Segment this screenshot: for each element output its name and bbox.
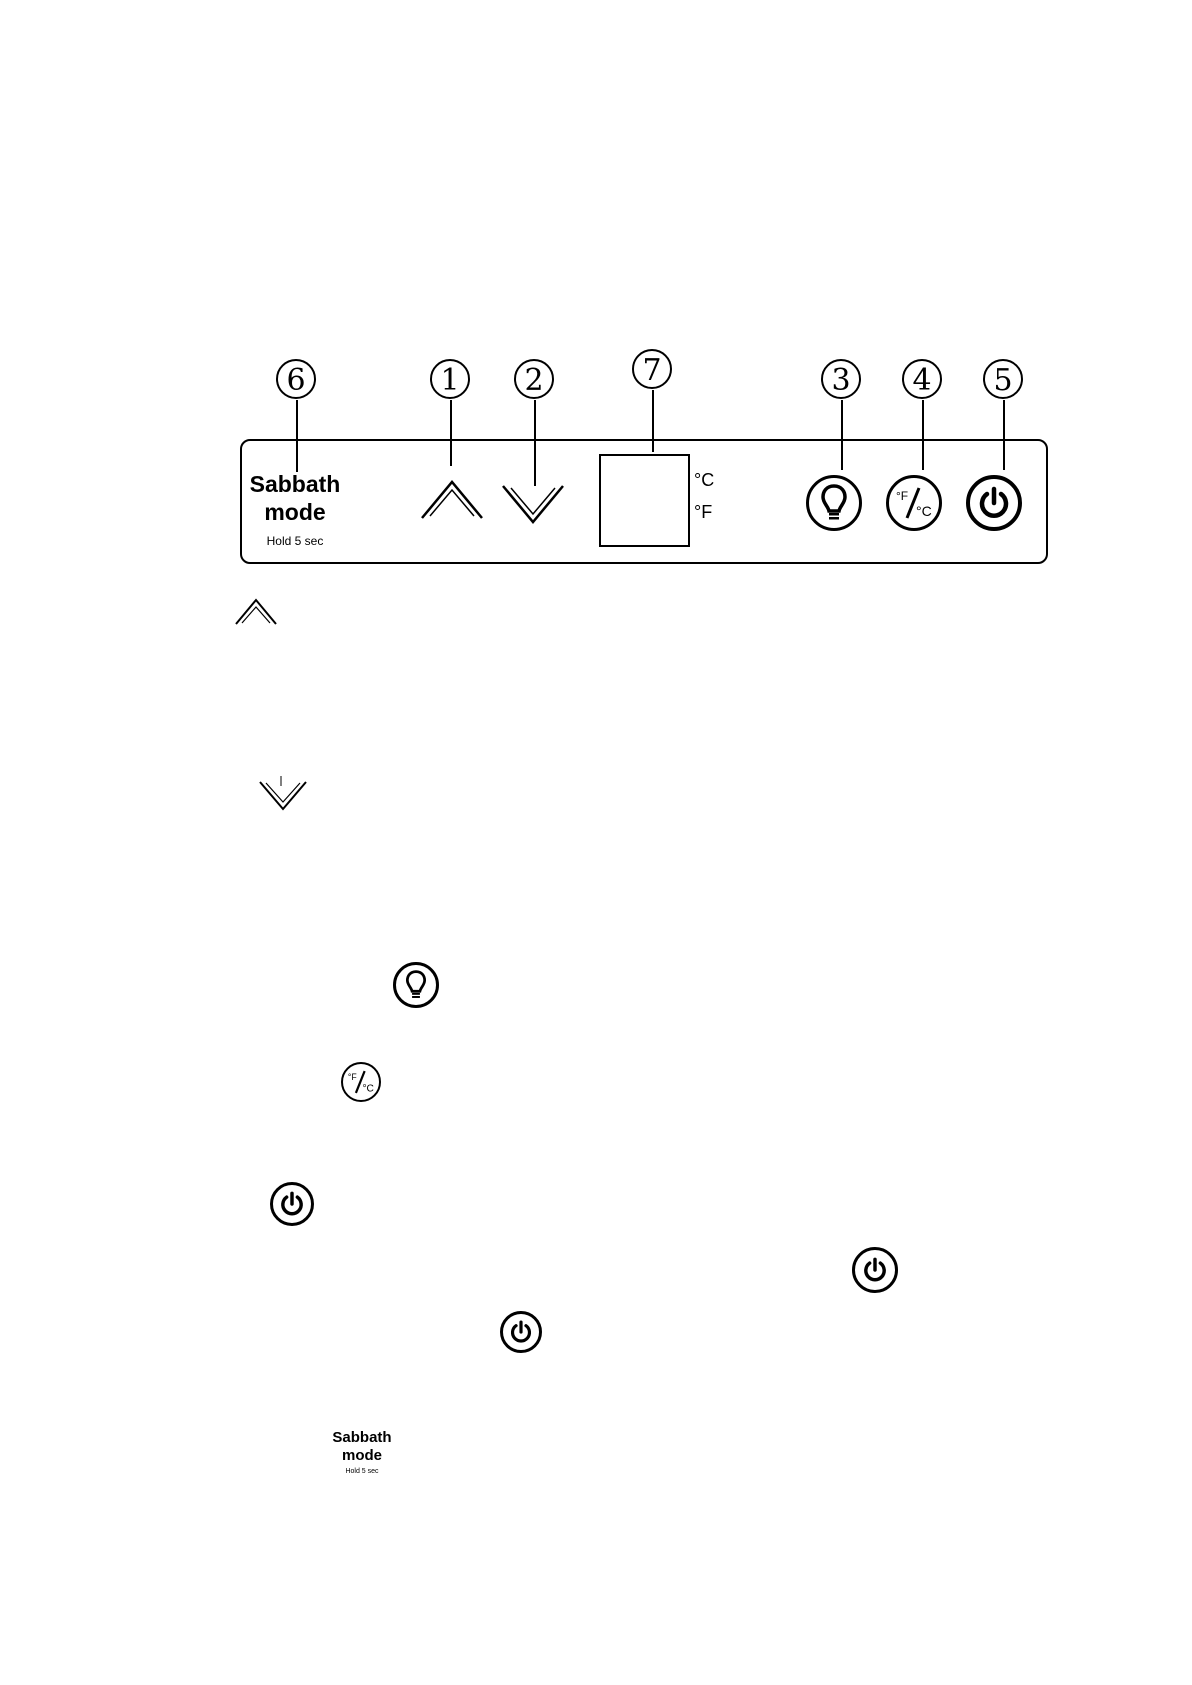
callout-1-number: 1: [440, 363, 460, 398]
callout-7-number: 7: [642, 353, 662, 388]
callout-3-number: 3: [831, 363, 851, 398]
sabbath-mode-line1: Sabbath: [249, 471, 341, 497]
callout-5: [983, 359, 1023, 399]
light-bulb-icon: [405, 970, 427, 1000]
legend-power: [270, 1182, 314, 1226]
chevron-down-icon: [258, 776, 308, 812]
chevron-down-icon: [501, 484, 565, 526]
chevron-up-icon: [234, 598, 278, 626]
callout-2: [514, 359, 554, 399]
legend-light: [393, 962, 439, 1008]
callout-3: [821, 359, 861, 399]
fahrenheit-celsius-icon: [345, 1067, 377, 1097]
unit-toggle-button[interactable]: [886, 475, 942, 531]
legend-sabbath-hint: Hold 5 sec: [345, 1468, 379, 1475]
temperature-display: [599, 454, 690, 547]
power-icon: [279, 1191, 305, 1217]
fahrenheit-indicator: °F: [694, 502, 713, 522]
callout-4-number: 4: [912, 363, 932, 398]
down-button[interactable]: [501, 484, 565, 526]
legend-down: [258, 776, 308, 812]
power-icon: [509, 1320, 533, 1344]
legend-unit-toggle: [341, 1062, 381, 1102]
legend-sabbath: [322, 1429, 402, 1475]
sabbath-mode-line2: mode: [264, 499, 326, 525]
legend-power-inline-2: [500, 1311, 542, 1353]
callout-6-number: 6: [286, 363, 306, 398]
power-icon: [977, 486, 1011, 520]
up-button[interactable]: [420, 478, 484, 520]
power-button[interactable]: [966, 475, 1022, 531]
legend-up: [234, 598, 278, 626]
sabbath-mode-hint: Hold 5 sec: [266, 534, 324, 548]
fahrenheit-celsius-icon: [892, 483, 936, 523]
callout-4: [902, 359, 942, 399]
sabbath-mode-button[interactable]: [240, 470, 350, 548]
callout-2-number: 2: [524, 363, 544, 398]
chevron-up-icon: [420, 478, 484, 520]
callout-6: [276, 359, 316, 399]
svg-text:°F: °F: [896, 489, 909, 503]
light-button[interactable]: [806, 475, 862, 531]
power-icon: [862, 1257, 888, 1283]
svg-text:°C: °C: [362, 1083, 374, 1095]
callout-7: [632, 349, 672, 389]
svg-text:°F: °F: [347, 1071, 357, 1082]
callout-5-number: 5: [993, 363, 1013, 398]
light-bulb-icon: [820, 484, 848, 522]
legend-sabbath-line1: Sabbath: [332, 1429, 392, 1446]
callout-1: [430, 359, 470, 399]
svg-text:°C: °C: [916, 503, 932, 519]
legend-power-inline-1: [852, 1247, 898, 1293]
legend-sabbath-line2: mode: [341, 1447, 382, 1464]
celsius-indicator: °C: [694, 470, 715, 490]
